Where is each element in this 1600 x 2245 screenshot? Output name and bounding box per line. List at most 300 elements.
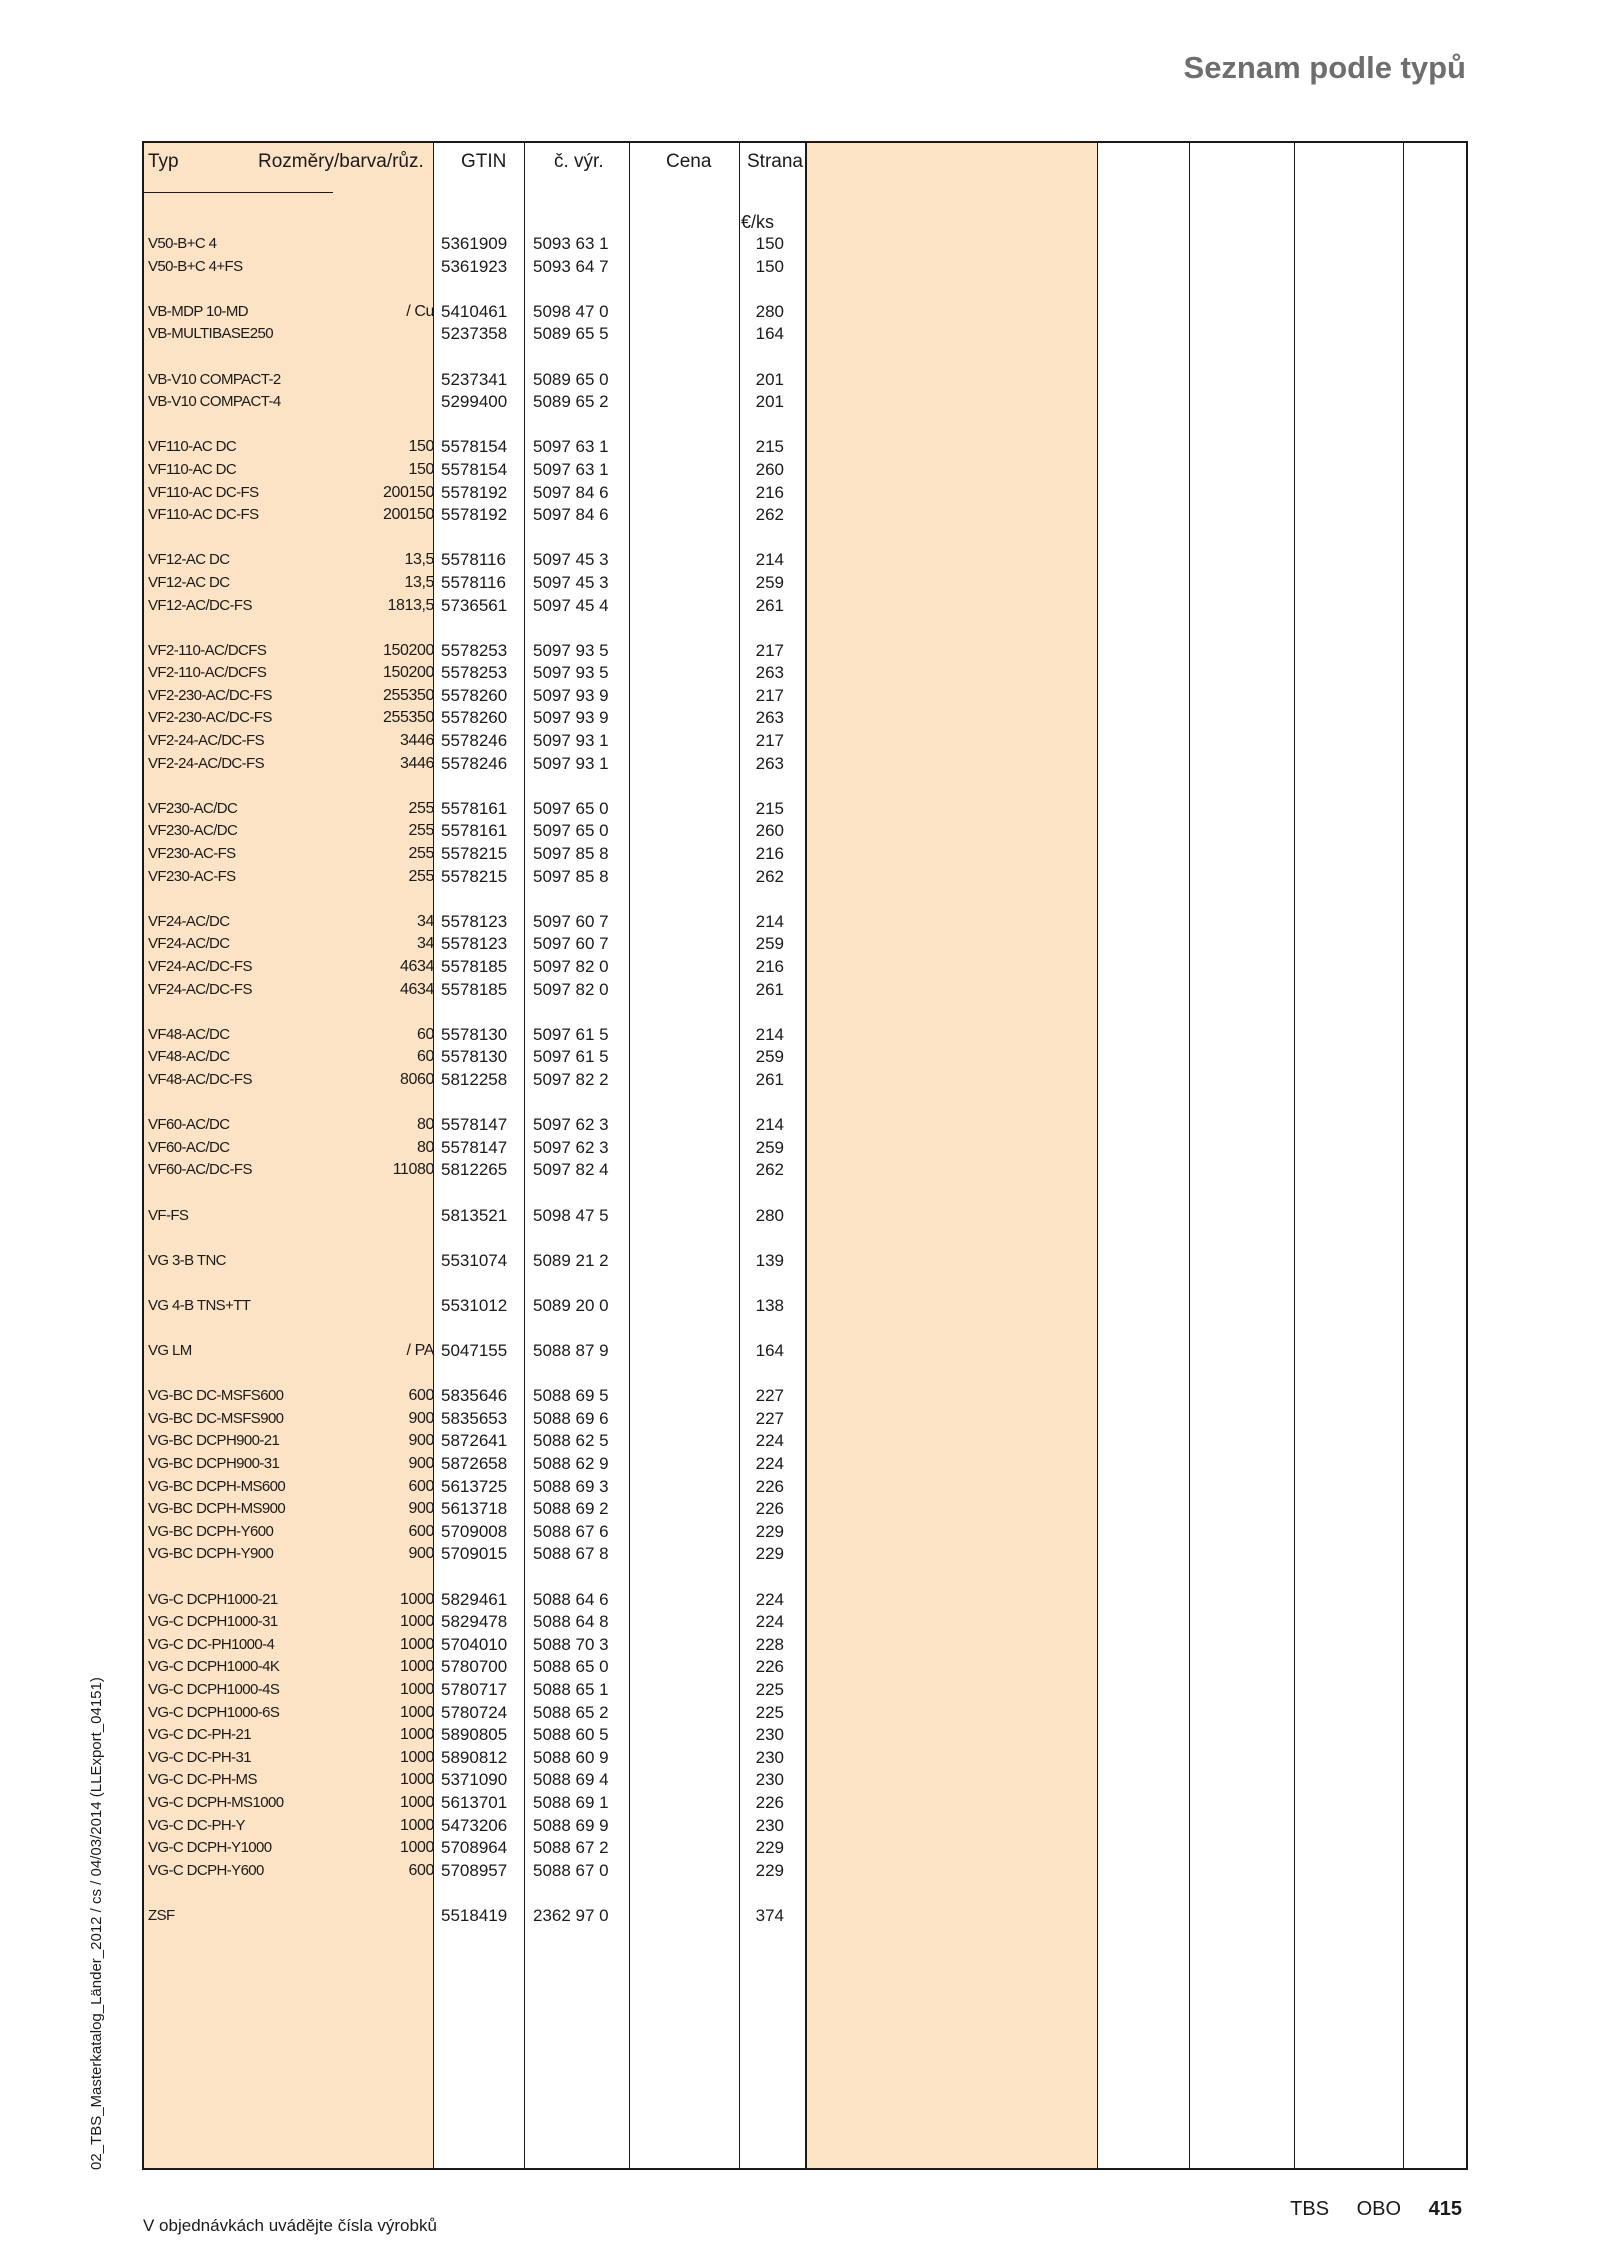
cell-gtin: 5613701 — [441, 1792, 508, 1812]
table-row — [144, 956, 804, 979]
cell-dims: 1000 — [400, 1590, 434, 1608]
cell-page: 224 — [755, 1612, 784, 1632]
table-row — [144, 1385, 804, 1408]
cell-typ: VF230-AC-FS — [148, 845, 236, 863]
cell-page: 227 — [755, 1408, 784, 1428]
cell-typ: VF110-AC DC — [148, 460, 237, 478]
cell-art: 5088 65 0 — [533, 1657, 609, 1677]
cell-gtin: 5578215 — [441, 866, 508, 886]
cell-page: 215 — [755, 437, 784, 457]
table-row — [144, 662, 804, 685]
cell-typ: VF230-AC-FS — [148, 867, 236, 885]
cell-typ: VF24-AC/DC-FS — [148, 958, 252, 975]
cell-art: 5088 87 9 — [533, 1341, 609, 1361]
table-row — [144, 1589, 804, 1612]
table-row — [144, 233, 804, 256]
cell-dims: 1000 — [400, 1726, 434, 1744]
cell-typ: VG-C DC-PH-31 — [148, 1748, 252, 1766]
group-gap — [144, 527, 804, 550]
cell-art: 5088 64 8 — [533, 1612, 609, 1632]
cell-typ: VG 3-B TNC — [148, 1251, 226, 1269]
table-row — [144, 820, 804, 843]
cell-dims: 255350 — [383, 686, 434, 704]
cell-gtin: 5736561 — [441, 595, 508, 615]
cell-dims: 60 — [417, 1025, 434, 1043]
cell-page: 150 — [755, 256, 784, 276]
cell-page: 259 — [755, 934, 784, 954]
cell-art: 5088 69 2 — [533, 1499, 609, 1519]
cell-dims: 900 — [408, 1432, 434, 1450]
page-number: 415 — [1428, 2198, 1462, 2220]
cell-art: 5097 63 1 — [533, 459, 609, 479]
table-row — [144, 572, 804, 595]
cell-gtin: 5578116 — [441, 550, 506, 570]
cell-typ: VF230-AC/DC — [148, 799, 238, 817]
cell-page: 263 — [755, 753, 784, 773]
cell-typ: VG-BC DCPH-MS600 — [148, 1477, 286, 1495]
cell-gtin: 5047155 — [441, 1341, 508, 1361]
cell-art: 5097 82 0 — [533, 979, 609, 999]
cell-page: 261 — [755, 595, 784, 615]
cell-art: 5097 93 1 — [533, 753, 609, 773]
cell-art: 5088 67 2 — [533, 1838, 609, 1858]
cell-gtin: 5812258 — [441, 1069, 508, 1089]
cell-dims: 600 — [408, 1477, 434, 1495]
table-body — [144, 233, 804, 1928]
table-row — [144, 1430, 804, 1453]
cell-gtin: 5371090 — [441, 1770, 508, 1790]
cell-gtin: 5578161 — [441, 798, 508, 818]
cell-page: 226 — [755, 1476, 784, 1496]
cell-dims: 150 — [408, 438, 434, 456]
table-row — [144, 1114, 804, 1137]
cell-page: 217 — [755, 731, 784, 751]
cell-art: 5097 82 2 — [533, 1069, 609, 1089]
cell-art: 5093 64 7 — [533, 256, 609, 276]
table-row — [144, 640, 804, 663]
cell-page: 226 — [755, 1792, 784, 1812]
table-row — [144, 504, 804, 527]
cell-typ: VF110-AC DC-FS — [148, 506, 259, 524]
cell-typ: VG-BC DC-MSFS900 — [148, 1409, 284, 1427]
cell-gtin: 5578116 — [441, 572, 506, 592]
table-row — [144, 685, 804, 708]
cell-typ: VF110-AC DC-FS — [148, 483, 259, 501]
cell-page: 224 — [755, 1589, 784, 1609]
cell-typ: VG-C DCPH1000-31 — [148, 1613, 278, 1631]
cell-dims: 900 — [408, 1500, 434, 1518]
cell-page: 150 — [755, 234, 784, 253]
cell-page: 214 — [755, 1024, 784, 1044]
cell-page: 225 — [755, 1680, 784, 1699]
group-gap — [144, 617, 804, 640]
cell-gtin: 5578130 — [441, 1024, 508, 1044]
side-catalog-info: 02_TBS_Masterkatalog_Länder_2012 / cs / 04/03/2014 (LLExport_04151) — [88, 1677, 105, 2170]
group-gap — [144, 1001, 804, 1024]
cell-typ: VG-C DCPH1000-6S — [148, 1703, 280, 1721]
cell-dims: 8060 — [400, 1070, 434, 1088]
cell-art: 5088 69 6 — [533, 1408, 609, 1428]
table-row — [144, 1815, 804, 1838]
cell-dims: 900 — [408, 1409, 434, 1427]
cell-page: 139 — [755, 1250, 784, 1270]
cell-dims: 3446 — [400, 754, 434, 772]
cell-gtin: 5578192 — [441, 505, 508, 525]
group-gap — [144, 278, 804, 301]
cell-art: 5097 61 5 — [533, 1047, 609, 1067]
cell-art: 5088 67 0 — [533, 1860, 609, 1880]
header-underline — [144, 192, 333, 193]
cell-typ: VB-V10 COMPACT-2 — [148, 370, 281, 388]
cell-art: 5089 65 0 — [533, 369, 609, 389]
table-row — [144, 1453, 804, 1476]
cell-dims: 1000 — [400, 1793, 434, 1811]
cell-gtin: 5473206 — [441, 1815, 508, 1835]
cell-typ: VF48-AC/DC — [148, 1025, 230, 1043]
cell-gtin: 5578185 — [441, 979, 508, 999]
cell-typ: VG-C DCPH-Y600 — [148, 1861, 264, 1879]
cell-typ: VF24-AC/DC-FS — [148, 980, 252, 998]
header-price: Cena — [666, 151, 712, 172]
cell-dims: 11080 — [392, 1161, 434, 1179]
cell-page: 280 — [755, 1205, 784, 1225]
cell-typ: VF48-AC/DC — [148, 1048, 230, 1066]
cell-page: 226 — [755, 1657, 784, 1677]
table-row — [144, 1476, 804, 1499]
cell-art: 5097 93 5 — [533, 663, 609, 683]
cell-typ: VG-BC DCPH-Y900 — [148, 1545, 274, 1563]
cell-dims: 1000 — [400, 1613, 434, 1631]
cell-art: 5089 20 0 — [533, 1295, 609, 1315]
cell-gtin: 5578154 — [441, 437, 508, 457]
cell-typ: VF110-AC DC — [148, 438, 237, 456]
table-row — [144, 1137, 804, 1160]
cell-typ: VG-BC DCPH-Y600 — [148, 1522, 274, 1540]
table-row — [144, 1408, 804, 1431]
cell-gtin: 5578246 — [441, 731, 508, 751]
cell-art: 5097 85 8 — [533, 866, 609, 886]
cell-dims: 13,5 — [404, 573, 434, 591]
cell-gtin: 5613718 — [441, 1499, 508, 1519]
cell-art: 5088 67 8 — [533, 1544, 609, 1564]
cell-dims: / Cu — [406, 302, 434, 320]
cell-page: 260 — [755, 459, 784, 479]
cell-dims: 900 — [408, 1545, 434, 1563]
header-page: Strana — [747, 151, 803, 172]
cell-art: 5088 67 6 — [533, 1521, 609, 1541]
cell-typ: VF12-AC DC — [148, 573, 230, 591]
table-row — [144, 798, 804, 821]
cell-dims: 255 — [408, 822, 434, 840]
cell-typ: V50-B+C 4+FS — [148, 257, 243, 275]
cell-dims: 150 — [408, 460, 434, 478]
cell-art: 5088 69 1 — [533, 1792, 609, 1812]
cell-art: 5097 60 7 — [533, 911, 609, 931]
cell-dims: 1000 — [400, 1748, 434, 1766]
header-typ: Typ — [148, 151, 179, 172]
footer-note: V objednávkách uvádějte čísla výrobků — [143, 2216, 437, 2235]
cell-dims: 150200 — [383, 641, 434, 659]
cell-gtin: 5890805 — [441, 1725, 508, 1745]
cell-gtin: 5361923 — [441, 256, 508, 276]
cell-page: 214 — [755, 1115, 784, 1135]
cell-art: 5097 62 3 — [533, 1137, 609, 1157]
cell-art: 5097 65 0 — [533, 798, 609, 818]
cell-typ: VF24-AC/DC — [148, 935, 230, 953]
cell-art: 5088 60 5 — [533, 1725, 609, 1745]
cell-art: 5097 61 5 — [533, 1024, 609, 1044]
cell-dims: 1000 — [400, 1703, 434, 1721]
cell-gtin: 5237358 — [441, 324, 508, 344]
cell-gtin: 5578123 — [441, 911, 508, 931]
cell-art: 5088 62 5 — [533, 1431, 609, 1451]
cell-gtin: 5872658 — [441, 1454, 508, 1474]
cell-art: 5097 45 3 — [533, 550, 609, 570]
cell-gtin: 5578147 — [441, 1115, 508, 1135]
cell-gtin: 5780724 — [441, 1702, 508, 1722]
cell-art: 5097 85 8 — [533, 844, 609, 864]
cell-page: 201 — [755, 392, 784, 412]
table-row — [144, 549, 804, 572]
cell-typ: V50-B+C 4 — [148, 235, 217, 252]
table-row — [144, 1702, 804, 1725]
cell-dims: 3446 — [400, 732, 434, 750]
cell-gtin: 5578185 — [441, 957, 508, 976]
group-gap — [144, 1363, 804, 1386]
cell-art: 5093 63 1 — [533, 234, 609, 253]
table-row — [144, 323, 804, 346]
cell-typ: VF60-AC/DC — [148, 1138, 230, 1156]
table-row — [144, 1521, 804, 1544]
cell-page: 229 — [755, 1521, 784, 1541]
cell-typ: VG-C DCPH1000-4K — [148, 1658, 280, 1676]
cell-page: 230 — [755, 1747, 784, 1767]
cell-art: 5097 93 5 — [533, 640, 609, 660]
cell-gtin: 5578215 — [441, 844, 508, 864]
cell-art: 5088 62 9 — [533, 1454, 609, 1474]
cell-art: 5097 65 0 — [533, 821, 609, 841]
cell-art: 5097 82 0 — [533, 957, 609, 976]
cell-art: 5097 93 9 — [533, 685, 609, 705]
group-gap — [144, 1272, 804, 1295]
cell-art: 5097 45 4 — [533, 595, 609, 615]
cell-art: 5089 65 2 — [533, 392, 609, 412]
cell-gtin: 5518419 — [441, 1905, 508, 1925]
cell-page: 228 — [755, 1634, 784, 1654]
table-row — [144, 1046, 804, 1069]
cell-art: 5097 63 1 — [533, 437, 609, 457]
cell-page: 262 — [755, 505, 784, 525]
cell-typ: VG LM — [148, 1342, 192, 1360]
cell-gtin: 5578260 — [441, 708, 508, 728]
cell-page: 229 — [755, 1544, 784, 1564]
cell-page: 225 — [755, 1702, 784, 1722]
table-row — [144, 1837, 804, 1860]
cell-art: 5088 65 1 — [533, 1680, 609, 1699]
header-dims: Rozměry/barva/růz. — [258, 151, 424, 172]
cell-page: 261 — [755, 979, 784, 999]
cell-gtin: 5578246 — [441, 753, 508, 773]
table-row — [144, 391, 804, 414]
cell-page: 214 — [755, 550, 784, 570]
empty-column-shade — [807, 143, 1097, 2168]
cell-typ: VG-C DC-PH1000-4 — [148, 1635, 275, 1653]
cell-typ: VG 4-B TNS+TT — [148, 1296, 251, 1314]
cell-gtin: 5578253 — [441, 663, 508, 683]
cell-art: 5097 82 4 — [533, 1160, 609, 1180]
cell-dims: 80 — [417, 1138, 434, 1156]
group-gap — [144, 414, 804, 437]
table-row — [144, 1295, 804, 1318]
cell-typ: VG-BC DCPH900-31 — [148, 1455, 280, 1473]
cell-dims: 1813,5 — [387, 596, 434, 614]
table-row — [144, 1769, 804, 1792]
cell-art: 5088 69 4 — [533, 1770, 609, 1790]
cell-page: 230 — [755, 1815, 784, 1835]
cell-gtin: 5835646 — [441, 1386, 508, 1406]
cell-page: 263 — [755, 663, 784, 683]
group-gap — [144, 1882, 804, 1905]
group-gap — [144, 1092, 804, 1115]
cell-gtin: 5531012 — [441, 1295, 508, 1315]
cell-page: 261 — [755, 1069, 784, 1089]
table-row — [144, 1159, 804, 1182]
cell-typ: VF2-24-AC/DC-FS — [148, 732, 265, 750]
cell-dims: 1000 — [400, 1771, 434, 1789]
cell-dims: 900 — [408, 1455, 434, 1473]
cell-typ: VG-C DC-PH-MS — [148, 1771, 257, 1789]
cell-page: 230 — [755, 1770, 784, 1790]
group-gap — [144, 888, 804, 911]
group-gap — [144, 775, 804, 798]
cell-art: 2362 97 0 — [533, 1905, 609, 1925]
cell-gtin: 5872641 — [441, 1431, 508, 1451]
table-row — [144, 866, 804, 889]
cell-typ: VG-BC DCPH-MS900 — [148, 1500, 286, 1518]
table-row — [144, 843, 804, 866]
cell-gtin: 5813521 — [441, 1205, 508, 1225]
cell-dims: 1000 — [400, 1816, 434, 1834]
cell-page: 260 — [755, 821, 784, 841]
group-gap — [144, 346, 804, 369]
cell-typ: VB-MDP 10-MD — [148, 302, 249, 320]
cell-dims: 1000 — [400, 1635, 434, 1653]
table-row — [144, 1069, 804, 1092]
cell-page: 227 — [755, 1386, 784, 1406]
table-row — [144, 1905, 804, 1928]
cell-gtin: 5578130 — [441, 1047, 508, 1067]
cell-art: 5088 70 3 — [533, 1634, 609, 1654]
table-row — [144, 1747, 804, 1770]
cell-gtin: 5709008 — [441, 1521, 508, 1541]
cell-gtin: 5578253 — [441, 640, 508, 660]
cell-typ: VG-BC DC-MSFS600 — [148, 1387, 284, 1405]
cell-gtin: 5835653 — [441, 1408, 508, 1428]
cell-dims: 150200 — [383, 664, 434, 682]
cell-art: 5097 84 6 — [533, 482, 609, 502]
cell-dims: 4634 — [400, 980, 434, 998]
cell-dims: 200150 — [383, 483, 434, 501]
table-row — [144, 1860, 804, 1883]
cell-art: 5097 62 3 — [533, 1115, 609, 1135]
cell-page: 224 — [755, 1431, 784, 1451]
cell-dims: 1000 — [400, 1681, 434, 1698]
cell-dims: 1000 — [400, 1839, 434, 1857]
table-row — [144, 1724, 804, 1747]
cell-dims: 34 — [417, 912, 434, 930]
cell-typ: VF230-AC/DC — [148, 822, 238, 840]
cell-dims: 13,5 — [404, 551, 434, 569]
page-title: Seznam podle typů — [1183, 50, 1466, 85]
cell-gtin: 5780717 — [441, 1680, 508, 1699]
cell-typ: VF2-110-AC/DCFS — [148, 641, 267, 659]
cell-gtin: 5812265 — [441, 1160, 508, 1180]
cell-page: 259 — [755, 1137, 784, 1157]
cell-dims: 34 — [417, 935, 434, 953]
cell-art: 5097 93 1 — [533, 731, 609, 751]
cell-page: 217 — [755, 685, 784, 705]
table-row — [144, 1611, 804, 1634]
cell-gtin: 5613725 — [441, 1476, 508, 1496]
cell-dims: 4634 — [400, 958, 434, 975]
cell-page: 259 — [755, 572, 784, 592]
cell-art: 5088 65 2 — [533, 1702, 609, 1722]
table-row — [144, 707, 804, 730]
cell-dims: 60 — [417, 1048, 434, 1066]
cell-page: 164 — [755, 1341, 784, 1361]
header-gtin: GTIN — [461, 151, 507, 172]
cell-gtin: 5578147 — [441, 1137, 508, 1157]
footer-brand — [1268, 2198, 1462, 2221]
group-gap — [144, 1566, 804, 1589]
table-row — [144, 1792, 804, 1815]
cell-gtin: 5578192 — [441, 482, 508, 502]
table-row — [144, 482, 804, 505]
cell-art: 5088 69 3 — [533, 1476, 609, 1496]
cell-gtin: 5829461 — [441, 1589, 508, 1609]
cell-gtin: 5708957 — [441, 1860, 508, 1880]
cell-typ: VG-C DC-PH-21 — [148, 1726, 252, 1744]
cell-page: 263 — [755, 708, 784, 728]
cell-page: 216 — [755, 957, 784, 976]
cell-page: 214 — [755, 911, 784, 931]
table-row — [144, 911, 804, 934]
cell-page: 216 — [755, 844, 784, 864]
cell-gtin: 5237341 — [441, 369, 508, 389]
cell-art: 5088 69 5 — [533, 1386, 609, 1406]
cell-typ: VB-V10 COMPACT-4 — [148, 393, 281, 411]
cell-art: 5089 65 5 — [533, 324, 609, 344]
cell-gtin: 5578154 — [441, 459, 508, 479]
cell-page: 229 — [755, 1838, 784, 1858]
table-row — [144, 1543, 804, 1566]
table-row — [144, 1250, 804, 1273]
cell-page: 164 — [755, 324, 784, 344]
cell-dims: 255350 — [383, 709, 434, 727]
table-row — [144, 753, 804, 776]
price-unit: €/ks — [740, 212, 774, 232]
group-gap — [144, 1318, 804, 1341]
cell-typ: VF12-AC/DC-FS — [148, 596, 252, 614]
cell-gtin: 5578161 — [441, 821, 508, 841]
cell-gtin: 5578260 — [441, 685, 508, 705]
cell-typ: VG-C DCPH1000-21 — [148, 1590, 278, 1608]
cell-typ: VG-BC DCPH900-21 — [148, 1432, 280, 1450]
cell-gtin: 5780700 — [441, 1657, 508, 1677]
cell-typ: VF2-230-AC/DC-FS — [148, 686, 272, 704]
cell-typ: VF2-230-AC/DC-FS — [148, 709, 272, 727]
cell-page: 226 — [755, 1499, 784, 1519]
